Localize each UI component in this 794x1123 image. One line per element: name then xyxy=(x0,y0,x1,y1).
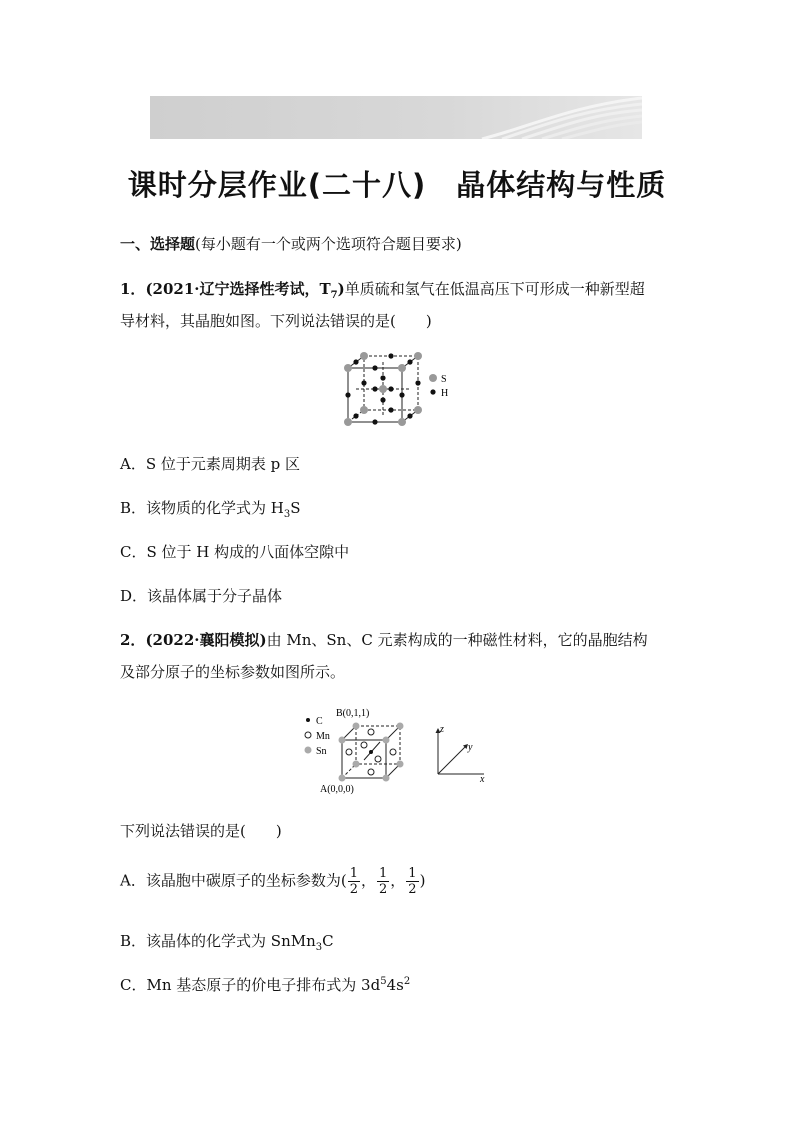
q1-legend-h: H xyxy=(441,388,449,399)
fraction-half-3: $\frac{1}{2}$ xyxy=(408,866,417,897)
q2-label-a: A(0,0,0) xyxy=(320,784,354,795)
q2-axis-x: x xyxy=(480,774,485,785)
q2-axis-z: z xyxy=(440,724,444,735)
banner-swoosh-graphic xyxy=(442,96,642,139)
header-banner xyxy=(150,96,642,139)
q2-number: 2． xyxy=(120,631,146,649)
q2-legend-mn: Mn xyxy=(316,731,330,742)
q1-option-c: C．S 位于 H 构成的八面体空隙中 xyxy=(120,543,350,561)
fraction-half-2: $\frac{1}{2}$ xyxy=(378,866,388,897)
section-heading xyxy=(120,233,462,254)
section-heading-label: 一、选择题 xyxy=(120,235,196,253)
q1-number: 1． xyxy=(120,280,146,298)
section-heading-note: (每小题有一个或两个选项符合题目要求) xyxy=(195,235,462,253)
q2-source: (2022·襄阳模拟) xyxy=(145,631,267,649)
q2-legend-c: C xyxy=(316,716,323,727)
q1-legend-s: S xyxy=(441,374,447,385)
q1-source: (2021·辽宁选择性考试，$T_7$) xyxy=(145,280,345,301)
title-left: 课时分层作业(二十八) xyxy=(127,168,427,202)
q2-label-b: B(0,1,1) xyxy=(336,708,370,719)
q2-option-b: B．该晶体的化学式为 SnMn$_3$C xyxy=(120,932,334,953)
q2-option-a: A．该晶胞中碳原子的坐标参数为( $\frac{1}{2}$ ， $\frac{1}{2}$ ， $\frac{1}{2}$ ) xyxy=(120,866,426,897)
q2-unit-cell-diagram xyxy=(300,702,500,798)
q1-unit-cell-diagram xyxy=(338,350,458,430)
q2-line1 xyxy=(120,629,648,650)
q2-text1: 由 Mn、Sn、C 元素构成的一种磁性材料，它的晶胞结构 xyxy=(266,631,648,649)
q1-line2: 导材料，其晶胞如图。下列说法错误的是( ) xyxy=(120,312,432,330)
fraction-half-1: $\frac{1}{2}$ xyxy=(349,866,358,897)
q2-option-c: C．Mn 基态原子的价电子排布式为 $3d^54s^2$ xyxy=(120,976,411,994)
q2-axis-y: y xyxy=(468,742,473,753)
page-title xyxy=(0,163,794,204)
title-right: 晶体结构与性质 xyxy=(456,168,667,202)
q1-option-d: D．该晶体属于分子晶体 xyxy=(120,587,283,605)
q2-legend-sn: Sn xyxy=(316,746,327,757)
q2-line2: 及部分原子的坐标参数如图所示。 xyxy=(120,663,346,681)
q2-stem: 下列说法错误的是( ) xyxy=(120,822,282,840)
q1-legend-h-marker xyxy=(430,389,435,394)
q1-option-a: A．S 位于元素周期表 p 区 xyxy=(120,455,301,473)
q1-line1 xyxy=(120,278,645,301)
q1-legend-s-marker xyxy=(429,374,437,382)
q1-text1: 单质硫和氢气在低温高压下可形成一种新型超 xyxy=(344,280,645,298)
q1-option-b: B．该物质的化学式为 $H_3S$ xyxy=(120,499,301,520)
